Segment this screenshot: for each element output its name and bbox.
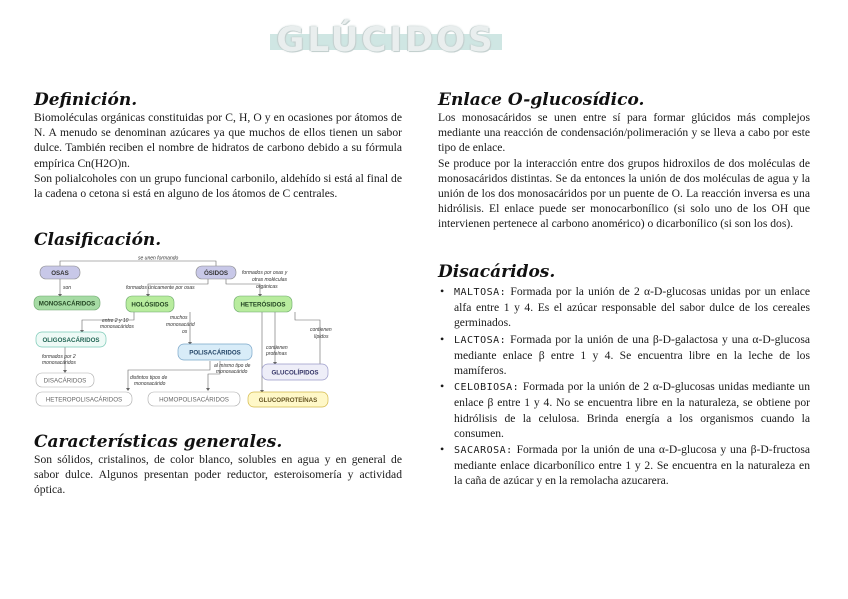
node-disacaridos: DISACÁRIDOS <box>43 377 87 385</box>
term-celobiosa: CELOBIOSA: <box>454 382 520 394</box>
bullet-icon: • <box>440 442 445 457</box>
label-contienen: contienen <box>310 327 332 333</box>
label-otras-moleculas: otras moléculas <box>252 277 288 283</box>
disacaridos-section <box>438 262 810 490</box>
node-glucolipidos: GLUCOLÍPIDOS <box>271 369 319 377</box>
list-item-sacarosa <box>438 442 810 489</box>
label-entre-2-y-10: entre 2 y 10 <box>102 318 129 324</box>
node-osas: OSAS <box>51 270 69 277</box>
node-heterosidos: HETERÓSIDOS <box>240 301 286 309</box>
enlace-heading: Enlace O-glucosídico. <box>438 90 645 110</box>
label-formados-por-osas: formados por osas y <box>242 270 288 276</box>
list-item-celobiosa <box>438 379 810 441</box>
list-item-maltosa <box>438 284 810 331</box>
caracteristicas-section <box>34 432 402 498</box>
node-oligosacaridos: OLIGOSACÁRIDOS <box>42 337 100 344</box>
clasificacion-diagram <box>30 252 375 417</box>
label-contienen-2: contienen <box>266 345 288 351</box>
bullet-icon: • <box>440 331 445 346</box>
caracteristicas-para: Son sólidos, cristalinos, de color blanco, solubles en agua y en general de sabor dulce. Algunos presentan poder reductor, esteroisomería y actividad óptica. <box>34 453 402 497</box>
node-heteropolisacaridos: HETEROPOLISACÁRIDOS <box>45 396 123 404</box>
node-osidos: ÓSIDOS <box>203 270 229 277</box>
label-organicas: orgánicas <box>256 284 278 290</box>
node-polisacaridos: POLISACÁRIDOS <box>189 349 241 357</box>
label-muchos: muchos <box>170 315 188 321</box>
label-monosacarid: monosacárid <box>166 322 195 328</box>
enlace-section <box>438 90 810 232</box>
disacaridos-heading: Disacáridos. <box>438 262 556 282</box>
definicion-section <box>34 90 402 201</box>
enlace-para-1: Los monosacáridos se unen entre sí para formar glúcidos más complejos mediante una reacción de condensación/polimeración y se lleva a cabo por este tipo de enlace. <box>438 111 810 155</box>
text-lactosa: Formada por la unión de una β-D-galactosa y una α-D-glucosa mediante enlace β entre 1 y 4. Se encuentra libre en la leche de los mamíferos. <box>454 332 810 378</box>
text-maltosa: Formada por la unión de 2 α-D-glucosas unidas por un enlace alfa entre 1 y 4. Es el azúcar responsable del sabor dulce de los cereales germinados. <box>454 285 810 330</box>
term-lactosa: LACTOSA: <box>454 334 507 346</box>
bullet-icon: • <box>440 379 445 394</box>
label-monosacaridos-2: monosacáridos <box>42 360 76 366</box>
term-maltosa: MALTOSA: <box>454 287 507 298</box>
definicion-para-1: Biomoléculas orgánicas constituidas por C, H, O y en ocasiones por átomos de N. A menudo se denominan azúcares ya que muchos de ellos tienen un sabor dulce. También reciben el nombre de hidratos de carbono debido a su fórmula empírica Cn(H2O)n. <box>34 111 402 170</box>
text-sacarosa: Formada por la unión de una α-D-glucosa y una β-D-fructosa mediante enlace dicarbonílico entre 1 y 2. Se encuentra en la naturaleza en la caña de azúcar y en la remolacha azucarera. <box>454 443 810 488</box>
page-title: GLÚCIDOS <box>276 20 496 60</box>
label-proteinas: proteínas <box>266 351 287 357</box>
node-monosacaridos: MONOSACÁRIDOS <box>38 300 96 308</box>
label-al-mismo-tipo: al mismo tipo de <box>214 363 251 369</box>
label-se-unen-formando: se unen formando <box>138 255 179 262</box>
label-lipidos: lípidos <box>314 334 329 340</box>
bullet-icon: • <box>440 284 445 298</box>
label-distintos-tipos: distintos tipos de <box>130 375 168 381</box>
label-monosacarido-2: monosacárido <box>216 369 248 375</box>
disacaridos-list <box>438 284 810 489</box>
label-monosacaridos-l: monosacáridos <box>100 324 134 330</box>
connector-osas-osidos <box>60 261 216 266</box>
label-monosacarido-1: monosacárido <box>134 381 166 387</box>
label-formados-unicamente: formados únicamente por osas <box>126 285 195 291</box>
text-celobiosa: Formada por la unión de 2 α-D-glucosas unidas mediante un enlace β entre 1 y 4. No se encuentra libre en la naturaleza, se obtiene por hidrólisis de la celulosa. Brinda energía a los organismos cuando la consumen. <box>454 380 811 440</box>
clasificacion-heading: Clasificación. <box>34 230 162 250</box>
label-formados-por-2: formados por 2 <box>42 354 76 360</box>
node-homopolisacaridos: HOMOPOLISACÁRIDOS <box>159 396 229 404</box>
list-item-lactosa <box>438 332 810 379</box>
label-son: son <box>63 285 72 291</box>
label-os: os <box>182 329 188 335</box>
caracteristicas-heading: Características generales. <box>34 432 283 452</box>
node-holosidos: HOLÓSIDOS <box>131 301 169 309</box>
enlace-para-2: Se produce por la interacción entre dos grupos hidroxilos de dos moléculas de monosacáridos distintas. Se da entonces la unión de dos moléculas de agua y la unión de los dos monosacáridos por un puente de O. La reacción inversa es una hidrólisis. El enlace puede ser monocarbonílico (si solo uno de los OH que intervienen pertenece al carbono anomérico) o dicarbonílico (si son los dos). <box>438 156 810 231</box>
definicion-heading: Definición. <box>34 90 138 110</box>
clasificacion-section <box>34 230 402 250</box>
term-sacarosa: SACAROSA: <box>454 445 513 457</box>
definicion-para-2: Son polialcoholes con un grupo funcional carbonilo, aldehído si está al final de la cadena o cetona si está en alguno de los átomos de C centrales. <box>34 171 402 201</box>
node-glucoproteinas: GLUCOPROTEÍNAS <box>258 397 318 404</box>
